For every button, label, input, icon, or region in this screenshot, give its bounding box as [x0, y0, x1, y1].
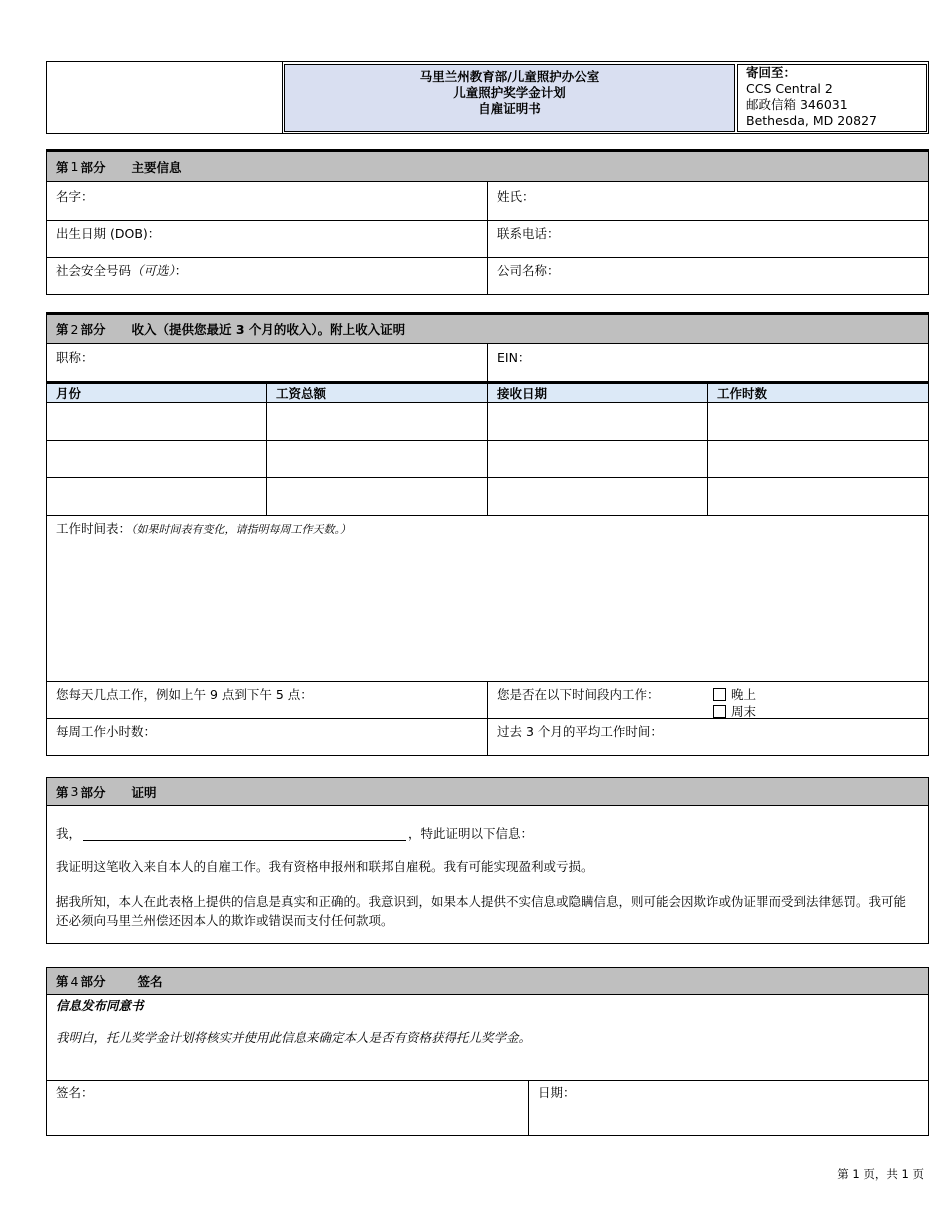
column-hours-worked: 工作时数: [717, 386, 768, 401]
return-label: 寄回至：: [746, 65, 797, 80]
daily-hours-field[interactable]: 您每天几点工作，例如上午 9 点到下午 5 点：: [56, 687, 313, 702]
schedule-hint: （如果时间表有变化，请指明每周工作天数。）: [131, 523, 352, 536]
ein-field[interactable]: EIN：: [497, 350, 531, 365]
weekend-checkbox[interactable]: [713, 705, 726, 718]
return-line2: 邮政信箱 346031: [746, 97, 848, 112]
schedule-field[interactable]: [56, 519, 351, 537]
certify-name-input[interactable]: [83, 827, 406, 841]
company-name-field[interactable]: 公司名称：: [497, 263, 560, 278]
section4-title: 签名: [137, 974, 163, 989]
header-title-panel: [284, 64, 735, 132]
header-title-line2: 儿童照护奖学金计划: [453, 85, 566, 100]
section1-title: 主要信息: [131, 159, 182, 175]
certify-paragraph-2: 据我所知，本人在此表格上提供的信息是真实和正确的。我意识到，如果本人提供不实信息或隐瞒信息，则可能会因欺诈或伪证罪而受到法律惩罚。我可能还必须向马里兰州偿还因本人的欺诈或错误而支付任何款项。: [56, 894, 907, 928]
first-name-field[interactable]: 名字：: [56, 189, 94, 204]
signature-field[interactable]: 签名：: [56, 1085, 94, 1100]
section1-header: 第 1 部分 主要信息: [47, 152, 928, 182]
schedule-label: 工作时间表：: [56, 521, 132, 536]
section2-header: 第 2 部分 收入（提供您最近 3 个月的收入）。附上收入证明: [47, 315, 928, 344]
table-row[interactable]: [47, 441, 928, 477]
certify-name-line: 我， ，特此证明以下信息：: [56, 826, 534, 841]
table-row[interactable]: [47, 478, 928, 515]
release-title: 信息发布同意书: [56, 998, 144, 1013]
return-line1: CCS Central 2: [746, 81, 833, 96]
date-field[interactable]: 日期：: [538, 1085, 576, 1100]
section3-title: 证明: [131, 784, 157, 800]
header-title-line3: 自雇证明书: [478, 101, 541, 116]
evening-option[interactable]: 晚上: [713, 685, 756, 703]
column-gross-pay: 工资总额: [276, 386, 327, 401]
certify-paragraph-1: 我证明这笔收入来自本人的自雇工作。我有资格申报州和联邦自雇税。我有可能实现盈利或亏损。: [56, 859, 594, 874]
dob-field[interactable]: 出生日期 (DOB)：: [56, 226, 161, 241]
column-month: 月份: [56, 386, 82, 401]
weekly-hours-field[interactable]: 每周工作小时数：: [56, 724, 157, 739]
avg-hours-field[interactable]: 过去 3 个月的平均工作时间：: [497, 724, 663, 739]
section4-header: 第 4 部分 签名: [47, 968, 928, 995]
ssn-field[interactable]: 社会安全号码（可选）：: [56, 263, 188, 278]
evening-checkbox[interactable]: [713, 688, 726, 701]
header-title-line1: 马里兰州教育部/儿童照护办公室: [419, 69, 600, 84]
job-title-field[interactable]: 职称：: [56, 350, 94, 365]
table-row[interactable]: [47, 404, 928, 440]
page-number: 第 1 页，共 1 页: [837, 1167, 924, 1181]
phone-field[interactable]: 联系电话：: [497, 226, 560, 241]
return-line3: Bethesda, MD 20827: [746, 113, 877, 128]
release-text: 我明白，托儿奖学金计划将核实并使用此信息来确定本人是否有资格获得托儿奖学金。: [56, 1030, 532, 1045]
section3-header: 第 3 部分 证明: [47, 778, 928, 806]
last-name-field[interactable]: 姓氏：: [497, 189, 535, 204]
weekend-option[interactable]: 周末: [713, 702, 756, 720]
work-during-label: 您是否在以下时间段内工作：: [497, 687, 660, 702]
section2-title: 收入（提供您最近 3 个月的收入）。附上收入证明: [131, 322, 406, 337]
column-date-received: 接收日期: [497, 386, 548, 401]
return-address-panel: [737, 64, 927, 132]
